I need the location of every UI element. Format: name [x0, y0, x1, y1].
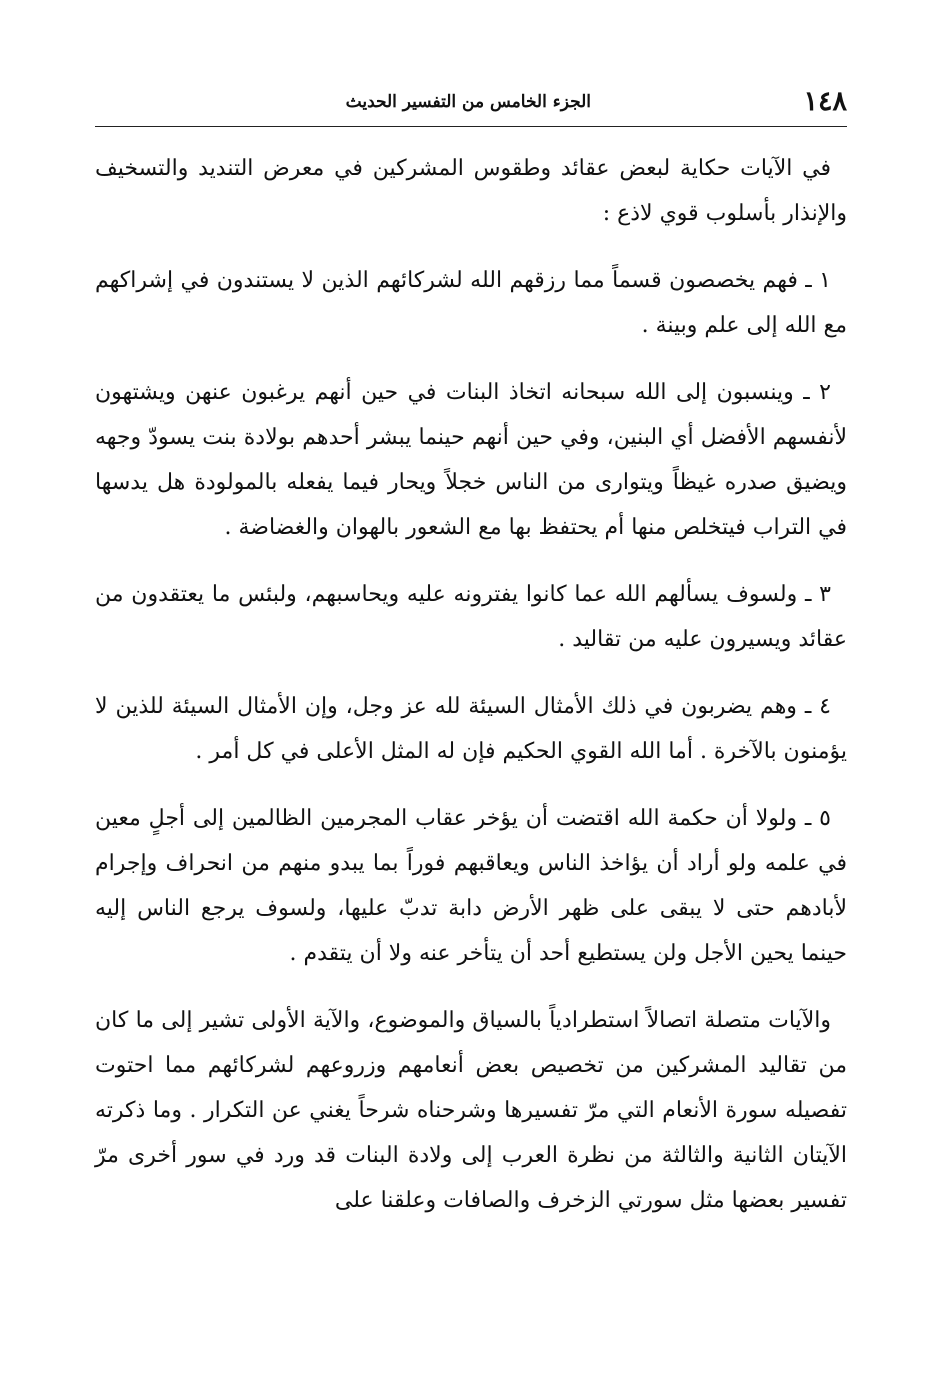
page-number: ١٤٨ [803, 86, 847, 117]
closing-paragraph: والآيات متصلة اتصالاً استطرادياً بالسياق والموضوع، والآية الأولى تشير إلى ما كان من تقاليد المشركين من تخصيص بعض أنعامهم وزروعهم لشركائهم مما احتوت تفصيله سورة الأنعام التي مرّ تفسيرها وشرحناه شرحاً يغني عن التكرار . وما ذكرته الآيتان الثانية والثالثة من نظرة العرب إلى ولادة البنات قد ورد في سور أخرى مرّ تفسير بعضها مثل سورتي الزخرف والصافات وعلقنا على [95, 1008, 847, 1213]
list-item-2: ٢ ـ وينسبون إلى الله سبحانه اتخاذ البنات في حين أنهم يرغبون عنهن ويشتهون لأنفسهم الأفضل أي البنين، وفي حين أنهم حينما يبشر أحدهم بولادة بنت يسودّ وجهه ويضيق صدره غيظاً ويتوارى من الناس خجلاً ويحار فيما يفعله بالمولودة هل يدسها في التراب فيتخلص منها أم يحتفظ بها مع الشعور بالهوان والغضاضة . [95, 380, 847, 540]
list-item-4: ٤ ـ وهم يضربون في ذلك الأمثال السيئة لله عز وجل، وإن الأمثال السيئة للذين لا يؤمنون بالآخرة . أما الله القوي الحكيم فإن له المثل الأعلى في كل أمر . [95, 694, 847, 764]
list-item-1: ١ ـ فهم يخصصون قسماً مما رزقهم الله لشركائهم الذين لا يستندون في إشراكهم مع الله إلى علم وبينة . [95, 268, 847, 338]
page-header [95, 84, 847, 127]
running-title: الجزء الخامس من التفسير الحديث [345, 92, 591, 112]
list-item-3: ٣ ـ ولسوف يسألهم الله عما كانوا يفترونه عليه ويحاسبهم، ولبئس ما يعتقدون من عقائد ويسيرون عليه من تقاليد . [95, 582, 847, 652]
list-item-5: ٥ ـ ولولا أن حكمة الله اقتضت أن يؤخر عقاب المجرمين الظالمين إلى أجلٍ معين في علمه ولو أراد أن يؤاخذ الناس ويعاقبهم فوراً بما يبدو منهم من انحراف وإجرام لأبادهم حتى لا يبقى على ظهر الأرض دابة تدبّ عليها، ولسوف يرجع الناس إليه حينما يحين الأجل ولن يستطيع أحد أن يتأخر عنه ولا أن يتقدم . [95, 806, 847, 966]
intro-paragraph: في الآيات حكاية لبعض عقائد وطقوس المشركين في معرض التنديد والتسخيف والإنذار بأسلوب قوي لاذع : [95, 156, 847, 226]
page-body [95, 146, 847, 1245]
